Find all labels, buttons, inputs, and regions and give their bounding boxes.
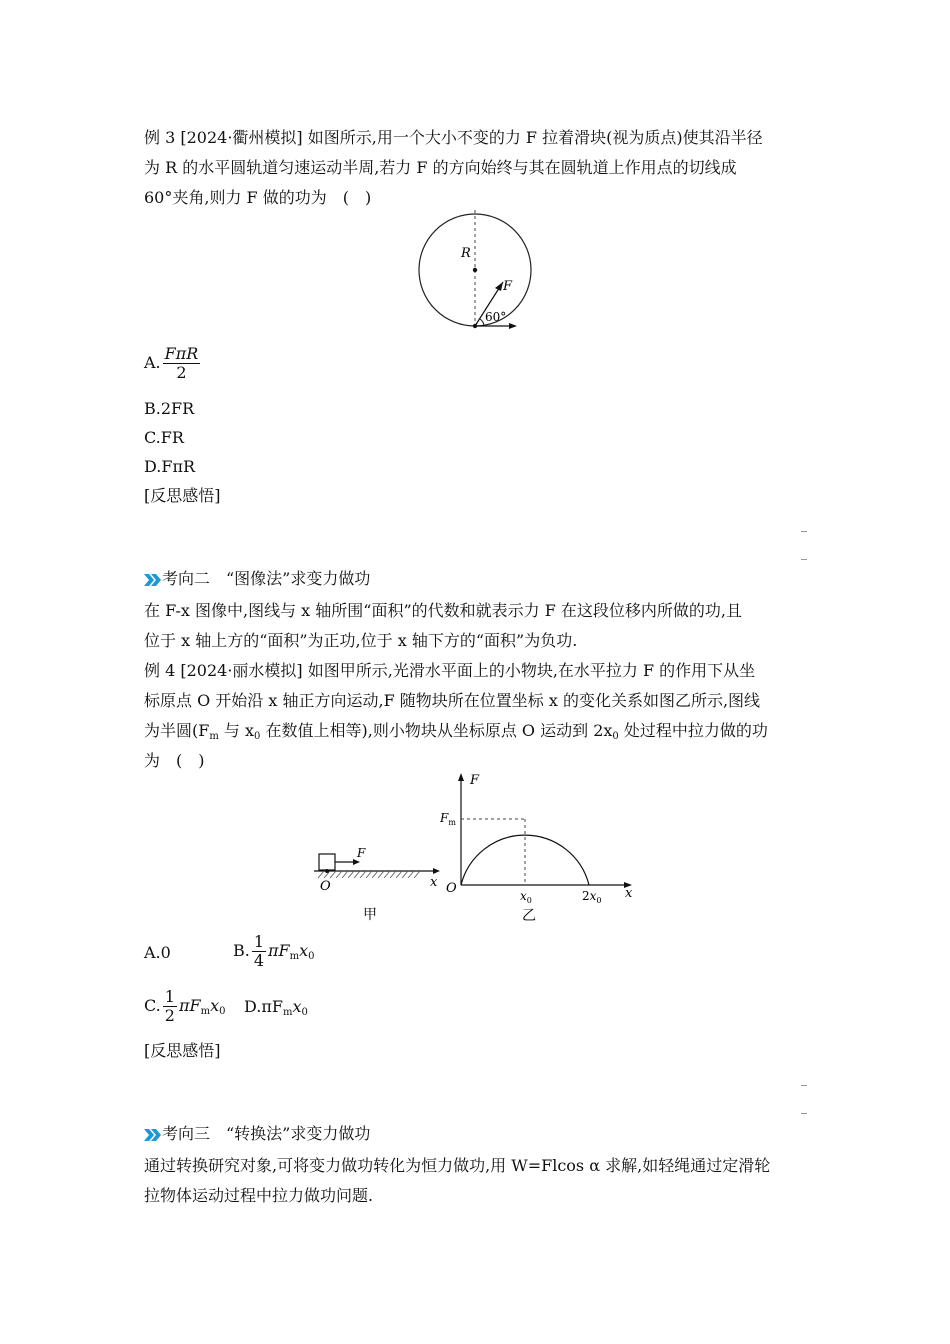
- section2-desc-line1: 在 F-x 图像中,图线与 x 轴所围“面积”的代数和就表示力 F 在这段位移内所做的功,且: [144, 601, 742, 620]
- option-4C: [144, 988, 225, 1025]
- section2-desc-line2: 位于 x 轴上方的“面积”为正功,位于 x 轴下方的“面积”为负功.: [144, 631, 578, 650]
- double-chevron-icon: [144, 573, 162, 587]
- force-arrowhead: [495, 282, 503, 291]
- option-B: B.2FR: [144, 399, 195, 418]
- figure-jia: [310, 840, 450, 925]
- denominator: 4: [253, 951, 265, 970]
- origin-point: [325, 869, 329, 873]
- margin-mark: [801, 559, 807, 560]
- label-Fm: $F_m$: [440, 811, 456, 827]
- double-chevron-icon: [144, 1128, 162, 1142]
- caption-yi: 乙: [522, 908, 536, 924]
- example4-stem-line3: [144, 721, 768, 744]
- example4-stem-line1: 例 4 [2024·丽水模拟] 如图甲所示,光滑水平面上的小物块,在水平拉力 F 的作用下从坐: [144, 661, 756, 680]
- subscript: 0: [612, 731, 619, 742]
- figure-yi: [440, 770, 640, 925]
- option-4C-fraction: [163, 988, 177, 1025]
- subscript: m: [200, 1006, 211, 1017]
- option-A: [144, 345, 202, 382]
- subscript: 0: [301, 1007, 308, 1018]
- label-x0: $x_0$: [520, 889, 532, 905]
- angle-arc: [480, 319, 484, 326]
- numerator: 1: [164, 987, 175, 1006]
- option-prefix: C.: [144, 996, 161, 1015]
- section2-heading: [144, 569, 370, 589]
- option-expr: πF: [268, 941, 290, 960]
- label-x-axis: x: [625, 886, 633, 901]
- option-4B: [233, 933, 315, 970]
- reflect-label-2: [反思感悟]: [144, 1041, 221, 1060]
- denominator: 2: [164, 1006, 175, 1025]
- section3-desc-line1: 通过转换研究对象,可将变力做功转化为恒力做功,用 W=Flcos α 求解,如轻绳通过定滑轮: [144, 1156, 771, 1175]
- example4-stem-line4: 为 ( ): [144, 751, 205, 770]
- numerator: 1: [253, 932, 265, 951]
- option-C: C.FR: [144, 428, 184, 447]
- subscript: 0: [254, 731, 261, 742]
- option-prefix: D.πF: [244, 997, 283, 1016]
- section3-heading-text: 考向三 “转换法”求变力做功: [162, 1124, 371, 1143]
- example3-stem-line2: 为 R 的水平圆轨道匀速运动半周,若力 F 的方向始终与其在圆轨道上作用点的切线成: [144, 158, 737, 177]
- subscript: m: [282, 1007, 293, 1018]
- label-O-left: O: [320, 879, 331, 894]
- option-D: D.FπR: [144, 457, 196, 476]
- ground-arrowhead: [433, 868, 440, 874]
- F-axis-arrowhead: [458, 773, 464, 781]
- label-2x0: $2x_0$: [582, 889, 602, 905]
- option-expr: x: [292, 997, 302, 1016]
- label-F-axis: F: [470, 773, 480, 788]
- label-x-left: x: [430, 875, 438, 890]
- option-A-denominator: 2: [176, 363, 187, 382]
- label-O: O: [446, 881, 457, 896]
- option-4A: A.0: [144, 943, 171, 962]
- stem-text: 处过程中拉力做的功: [618, 721, 768, 740]
- label-F-left: F: [357, 846, 366, 860]
- tangent-arrowhead: [509, 323, 517, 329]
- label-60deg: 60°: [485, 310, 507, 324]
- option-expr: x: [210, 996, 220, 1015]
- subscript: m: [209, 731, 219, 742]
- subscript: 0: [219, 1006, 226, 1017]
- option-A-fraction: [163, 345, 201, 382]
- option-A-numerator: FπR: [164, 344, 199, 363]
- subscript: m: [289, 951, 300, 962]
- margin-mark: [801, 531, 807, 532]
- example3-stem-line3: 60°夹角,则力 F 做的功为 ( ): [144, 188, 372, 207]
- option-expr: πF: [178, 996, 201, 1015]
- subscript: 0: [308, 951, 315, 962]
- label-F: F: [503, 279, 513, 294]
- margin-mark: [801, 1113, 807, 1114]
- example3-stem-line1: 例 3 [2024·衢州模拟] 如图所示,用一个大小不变的力 F 拉着滑块(视为质点)使其沿半径: [144, 128, 763, 147]
- caption-jia: 甲: [363, 907, 377, 923]
- example3-circle-figure: [405, 205, 545, 335]
- option-expr: x: [299, 941, 309, 960]
- label-R: R: [461, 246, 471, 261]
- semicircle-curve: [461, 835, 589, 885]
- option-prefix: B.: [233, 941, 250, 960]
- margin-mark: [801, 1085, 807, 1086]
- stem-text: 为半圆(F: [144, 721, 210, 740]
- option-A-prefix: A.: [144, 353, 161, 372]
- option-4D: [244, 997, 308, 1020]
- ground-hatching: [318, 871, 420, 878]
- stem-text: 与 x: [218, 721, 255, 740]
- section3-heading: [144, 1124, 370, 1144]
- reflect-label-1: [反思感悟]: [144, 486, 221, 505]
- option-4B-fraction: [252, 933, 266, 970]
- section3-desc-line2: 拉物体运动过程中拉力做功问题.: [144, 1186, 374, 1205]
- block: [319, 854, 335, 870]
- center-point: [473, 268, 477, 272]
- stem-text: 在数值上相等),则小物块从坐标原点 O 运动到 2x: [260, 721, 613, 740]
- section2-heading-text: 考向二 “图像法”求变力做功: [162, 569, 371, 588]
- example4-stem-line2: 标原点 O 开始沿 x 轴正方向运动,F 随物块所在位置坐标 x 的变化关系如图乙所示,图线: [144, 691, 761, 710]
